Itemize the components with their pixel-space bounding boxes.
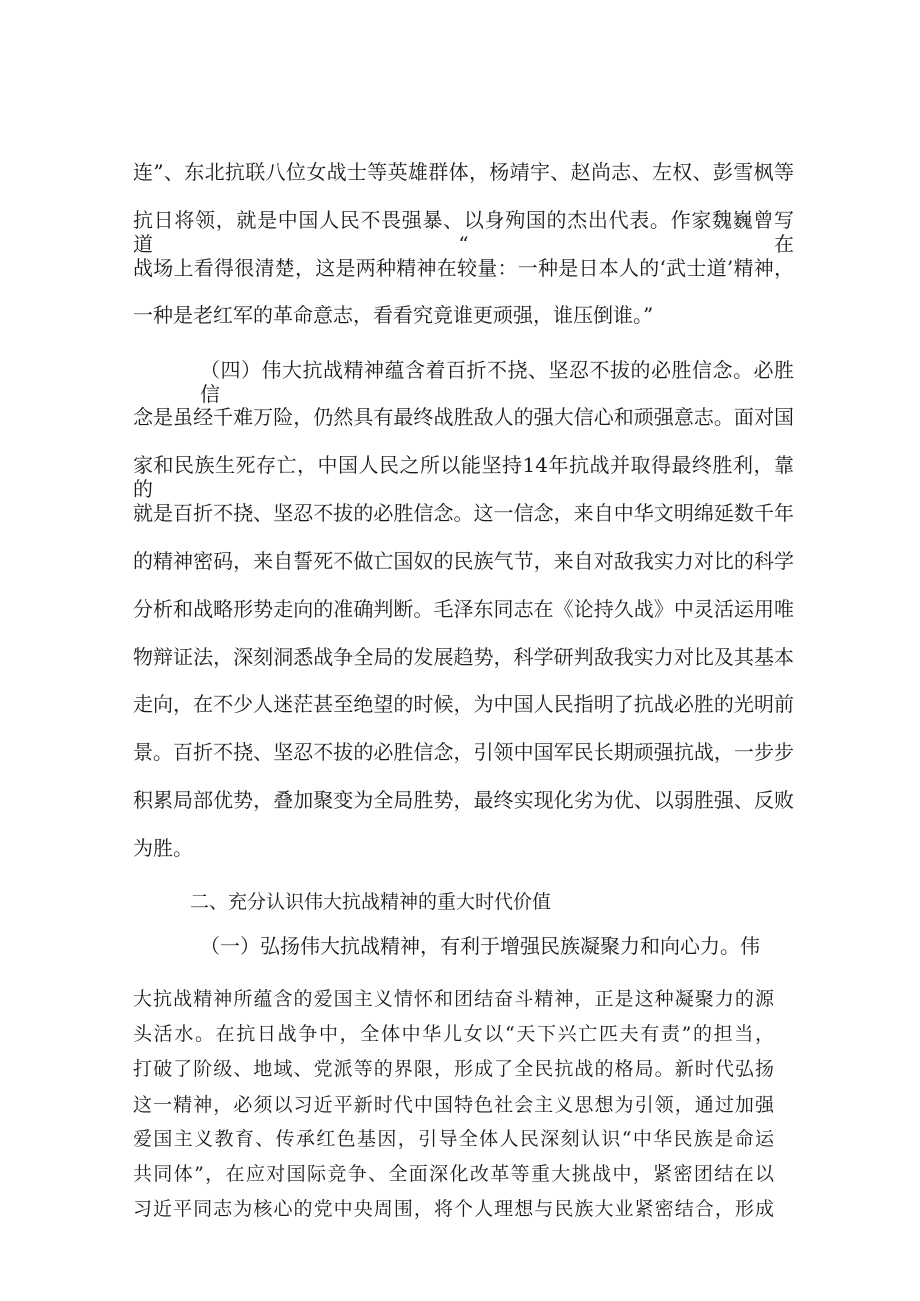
text-line: 头活水。在抗日战争中，全体中华儿女以“天下兴亡匹夫有责”的担当， bbox=[133, 1023, 774, 1045]
text-line: （四）伟大抗战精神蕴含着百折不挠、坚忍不拔的必胜信念。必胜信 bbox=[200, 358, 794, 406]
text-line: 的精神密码，来自誓死不做亡国奴的民族气节，来自对敌我实力对比的科学 bbox=[133, 549, 794, 573]
text-line: 战场上看得很清楚，这是两种精神在较量：一种是日本人的‘武士道’精神， bbox=[133, 256, 794, 280]
text-line: 习近平同志为核心的党中央周围，将个人理想与民族大业紧密结合，形成 bbox=[133, 1198, 774, 1220]
text-line: 分析和战略形势走向的准确判断。毛泽东同志在《论持久战》中灵活运用唯 bbox=[133, 597, 794, 621]
text-line: 景。百折不挠、坚忍不拔的必胜信念，引领中国军民长期顽强抗战，一步步 bbox=[133, 740, 794, 764]
text-line: 抗日将领，就是中国人民不畏强暴、以身殉国的杰出代表。作家魏巍曾写道“在 bbox=[133, 208, 794, 256]
text-line: 积累局部优势，叠加聚变为全局胜势，最终实现化劣为优、以弱胜强、反败 bbox=[133, 788, 794, 812]
text-line: 大抗战精神所蕴含的爱国主义情怀和团结奋斗精神，正是这种凝聚力的源 bbox=[133, 988, 774, 1010]
section-heading: 二、充分认识伟大抗战精神的重大时代价值 bbox=[190, 891, 552, 913]
text-line: 走向，在不少人迷茫甚至绝望的时候，为中国人民指明了抗战必胜的光明前 bbox=[133, 692, 794, 716]
text-line: 家和民族生死存亡，中国人民之所以能坚持14年抗战并取得最终胜利，靠的 bbox=[133, 453, 794, 501]
text-line: 爱国主义教育、传承红色基因，引导全体人民深刻认识“中华民族是命运 bbox=[133, 1128, 774, 1150]
text-line: 物辩证法，深刻洞悉战争全局的发展趋势，科学研判敌我实力对比及其基本 bbox=[133, 645, 794, 669]
text-line: （一）弘扬伟大抗战精神，有利于增强民族凝聚力和向心力。伟 bbox=[200, 934, 760, 958]
text-line: 这一精神，必须以习近平新时代中国特色社会主义思想为引领，通过加强 bbox=[133, 1094, 774, 1116]
text-line: 打破了阶级、地域、党派等的界限，形成了全民抗战的格局。新时代弘扬 bbox=[133, 1058, 774, 1080]
text-line: 为胜。 bbox=[133, 836, 193, 860]
text-line: 就是百折不挠、坚忍不拔的必胜信念。这一信念，来自中华文明绵延数千年 bbox=[133, 501, 794, 525]
text-line: 一种是老红军的革命意志，看看究竟谁更顽强，谁压倒谁。” bbox=[133, 303, 654, 327]
text-line: 共同体”，在应对国际竞争、全面深化改革等重大挑战中，紧密团结在以 bbox=[133, 1163, 774, 1185]
text-line: 连”、东北抗联八位女战士等英雄群体，杨靖宇、赵尚志、左权、彭雪枫等 bbox=[133, 160, 794, 184]
text-line: 念是虽经千难万险，仍然具有最终战胜敌人的强大信心和顽强意志。面对国 bbox=[133, 405, 794, 429]
